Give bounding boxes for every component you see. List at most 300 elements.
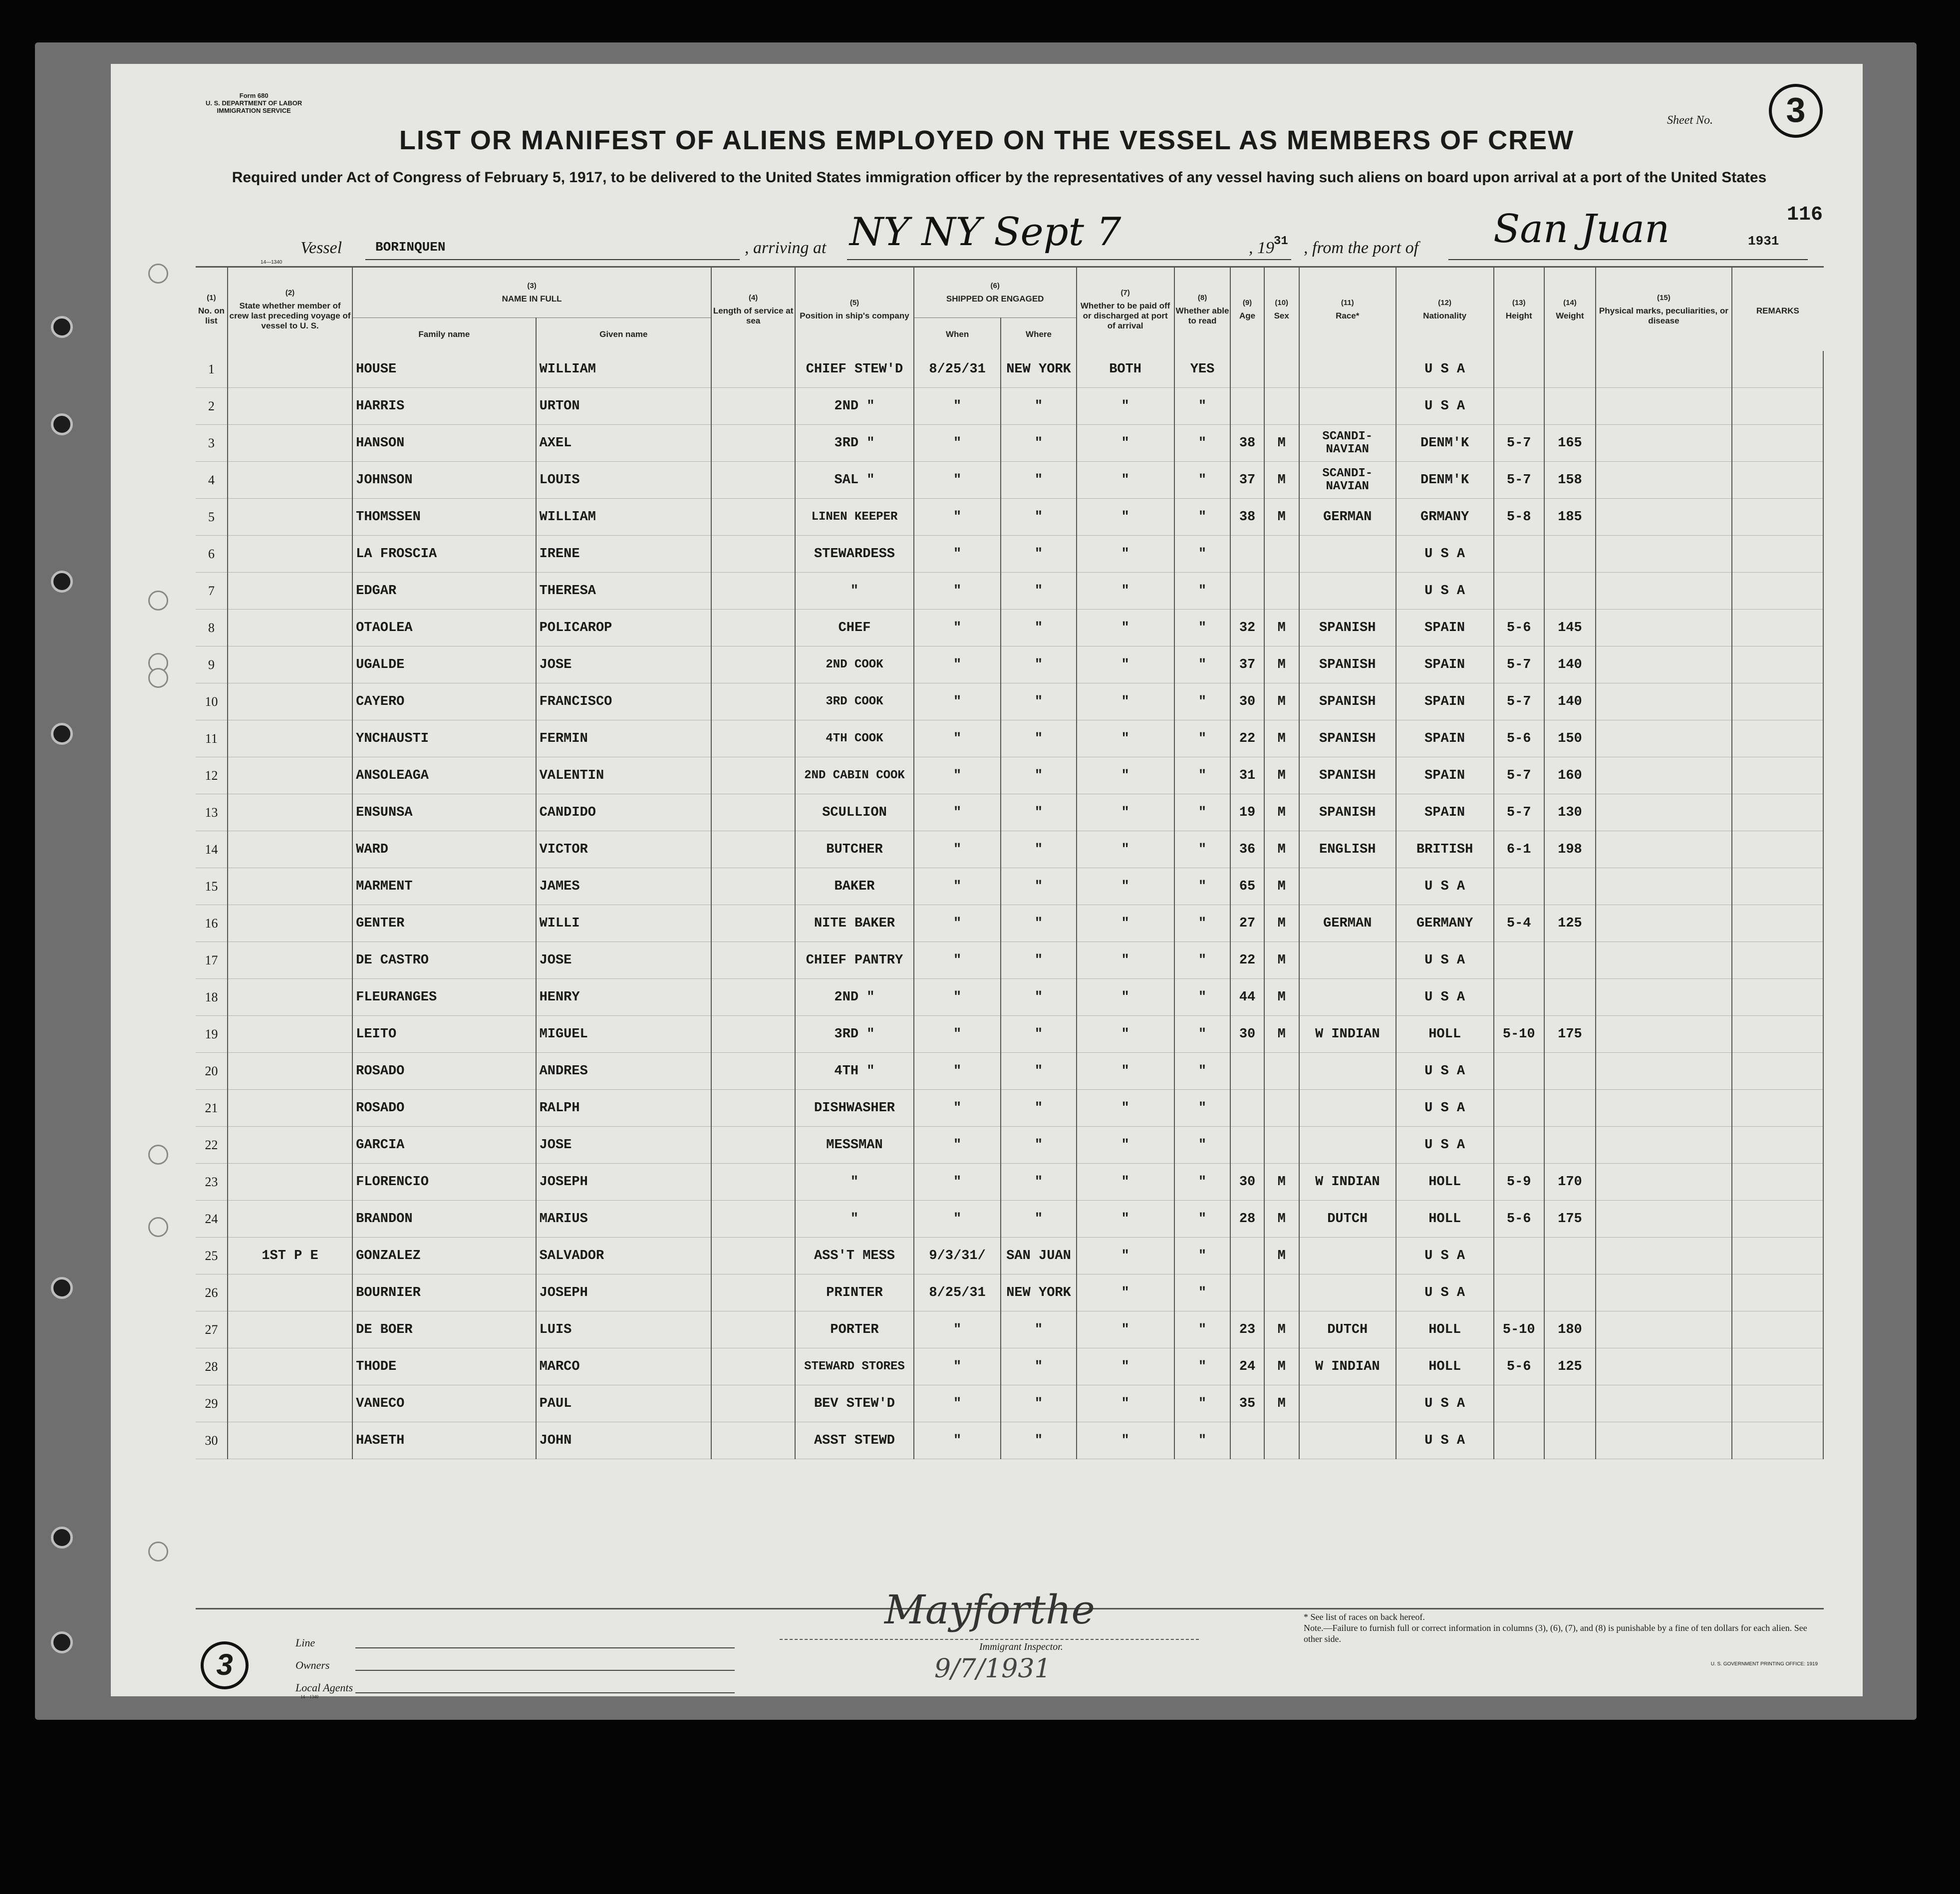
remarks-cell (1732, 1274, 1823, 1311)
sex-cell: M (1264, 646, 1299, 683)
typed-year: 1931 (1748, 234, 1779, 249)
weight-cell (1544, 1274, 1596, 1311)
owners-label: Owners (295, 1659, 330, 1671)
row-number-cell: 4 (196, 462, 228, 499)
sex-cell (1264, 1090, 1299, 1127)
table-row (196, 536, 1823, 573)
given-name-cell: ANDRES (536, 1053, 711, 1090)
physical-marks-cell (1596, 536, 1732, 573)
header-age: (9) Age (1230, 268, 1264, 351)
previous-voyage-cell (228, 868, 352, 905)
age-cell: 27 (1230, 905, 1264, 942)
header-weight: (14) Weight (1544, 268, 1596, 351)
able-to-read-cell: " (1174, 536, 1231, 573)
service-length-cell (711, 351, 795, 388)
physical-marks-cell (1596, 831, 1732, 868)
shipped-when-cell: 8/25/31 (914, 1274, 1001, 1311)
physical-marks-cell (1596, 1385, 1732, 1422)
able-to-read-cell: " (1174, 979, 1231, 1016)
inspector-label: Immigrant Inspector. (979, 1641, 1063, 1652)
crew-table-body (196, 351, 1823, 1459)
given-name-cell: LUIS (536, 1311, 711, 1348)
previous-voyage-cell (228, 1090, 352, 1127)
shipped-where-cell: " (1001, 610, 1076, 646)
given-name-cell: FRANCISCO (536, 683, 711, 720)
header-height: (13) Height (1494, 268, 1544, 351)
shipped-when-cell: " (914, 794, 1001, 831)
age-cell: 38 (1230, 425, 1264, 462)
shipped-where-cell: " (1001, 1053, 1076, 1090)
table-row (196, 1311, 1823, 1348)
weight-cell (1544, 942, 1596, 979)
position-cell: " (795, 1201, 913, 1238)
age-cell: 38 (1230, 499, 1264, 536)
row-number-cell: 19 (196, 1016, 228, 1053)
physical-marks-cell (1596, 1090, 1732, 1127)
nationality-cell: HOLL (1396, 1016, 1494, 1053)
age-cell: 37 (1230, 646, 1264, 683)
previous-voyage-cell (228, 425, 352, 462)
race-cell (1299, 1127, 1396, 1164)
height-cell: 5-7 (1494, 462, 1544, 499)
nationality-cell: HOLL (1396, 1164, 1494, 1201)
form-number: Form 680 (239, 92, 269, 99)
position-cell: 2ND " (795, 979, 913, 1016)
remarks-cell (1732, 1238, 1823, 1274)
height-cell (1494, 536, 1544, 573)
race-cell (1299, 573, 1396, 610)
height-cell: 5-7 (1494, 683, 1544, 720)
race-cell: SPANISH (1299, 720, 1396, 757)
remarks-cell (1732, 1311, 1823, 1348)
shipped-when-cell: " (914, 868, 1001, 905)
family-name-cell: DE CASTRO (352, 942, 536, 979)
table-row (196, 794, 1823, 831)
nationality-cell: U S A (1396, 1422, 1494, 1459)
punch-hole (51, 1527, 73, 1549)
manifest-sheet (111, 64, 1863, 1699)
shipped-when-cell: " (914, 610, 1001, 646)
shipped-when-cell: 9/3/31/ (914, 1238, 1001, 1274)
row-number-cell: 24 (196, 1201, 228, 1238)
able-to-read-cell: " (1174, 1422, 1231, 1459)
table-row (196, 646, 1823, 683)
row-number-cell: 15 (196, 868, 228, 905)
remarks-cell (1732, 979, 1823, 1016)
family-name-cell: THOMSSEN (352, 499, 536, 536)
previous-voyage-cell (228, 1348, 352, 1385)
signature-rule (780, 1639, 1199, 1640)
arriving-handwritten: NY NY Sept 7 (849, 210, 1121, 255)
row-number-cell: 8 (196, 610, 228, 646)
row-number-cell: 9 (196, 646, 228, 683)
service-length-cell (711, 1348, 795, 1385)
header-physical-marks: (15) Physical marks, peculiarities, or disease (1596, 268, 1732, 351)
family-name-cell: EDGAR (352, 573, 536, 610)
previous-voyage-cell (228, 979, 352, 1016)
paid-off-cell: " (1077, 1274, 1174, 1311)
age-cell: 22 (1230, 720, 1264, 757)
sex-cell: M (1264, 610, 1299, 646)
able-to-read-cell: " (1174, 462, 1231, 499)
family-name-cell: ANSOLEAGA (352, 757, 536, 794)
able-to-read-cell: " (1174, 1053, 1231, 1090)
shipped-when-cell: " (914, 1311, 1001, 1348)
given-name-cell: JOSE (536, 646, 711, 683)
previous-voyage-cell (228, 646, 352, 683)
header-when: When (914, 318, 1001, 351)
paid-off-cell: " (1077, 1238, 1174, 1274)
physical-marks-cell (1596, 1238, 1732, 1274)
table-row (196, 720, 1823, 757)
position-cell: ASST STEWD (795, 1422, 913, 1459)
service-length-cell (711, 1016, 795, 1053)
position-cell: SAL " (795, 462, 913, 499)
service-length-cell (711, 794, 795, 831)
punch-hole (148, 1542, 168, 1562)
row-number-cell: 30 (196, 1422, 228, 1459)
race-cell: DUTCH (1299, 1201, 1396, 1238)
shipped-where-cell: " (1001, 388, 1076, 425)
family-name-cell: UGALDE (352, 646, 536, 683)
family-name-cell: GONZALEZ (352, 1238, 536, 1274)
form-service: IMMIGRATION SERVICE (217, 107, 291, 114)
position-cell: 3RD " (795, 1016, 913, 1053)
remarks-cell (1732, 757, 1823, 794)
able-to-read-cell: YES (1174, 351, 1231, 388)
height-cell: 5-9 (1494, 1164, 1544, 1201)
height-cell: 5-8 (1494, 499, 1544, 536)
physical-marks-cell (1596, 868, 1732, 905)
previous-voyage-cell (228, 757, 352, 794)
given-name-cell: JOHN (536, 1422, 711, 1459)
table-row (196, 1201, 1823, 1238)
nationality-cell: U S A (1396, 979, 1494, 1016)
given-name-cell: MARIUS (536, 1201, 711, 1238)
shipped-where-cell: " (1001, 1422, 1076, 1459)
able-to-read-cell: " (1174, 499, 1231, 536)
given-name-cell: AXEL (536, 425, 711, 462)
position-cell: ASS'T MESS (795, 1238, 913, 1274)
remarks-cell (1732, 573, 1823, 610)
race-cell (1299, 536, 1396, 573)
given-name-cell: JOSE (536, 1127, 711, 1164)
physical-marks-cell (1596, 905, 1732, 942)
footnote-races: * See list of races on back hereof. (1304, 1612, 1425, 1622)
row-number-cell: 26 (196, 1274, 228, 1311)
sex-cell: M (1264, 831, 1299, 868)
remarks-cell (1732, 1422, 1823, 1459)
stamp-number: 116 (1786, 204, 1823, 226)
given-name-cell: RALPH (536, 1090, 711, 1127)
row-number-cell: 16 (196, 905, 228, 942)
line-rule (355, 1647, 735, 1648)
remarks-cell (1732, 831, 1823, 868)
sex-cell: M (1264, 1348, 1299, 1385)
nationality-cell: GRMANY (1396, 499, 1494, 536)
punch-hole (51, 413, 73, 435)
sex-cell: M (1264, 499, 1299, 536)
given-name-cell: JAMES (536, 868, 711, 905)
shipped-where-cell: " (1001, 1127, 1076, 1164)
row-number-cell: 5 (196, 499, 228, 536)
physical-marks-cell (1596, 1348, 1732, 1385)
physical-marks-cell (1596, 1127, 1732, 1164)
sex-cell: M (1264, 462, 1299, 499)
nationality-cell: DENM'K (1396, 425, 1494, 462)
header-previous-voyage: (2) State whether member of crew last preceding voyage of vessel to U. S. (228, 268, 352, 351)
table-row (196, 1016, 1823, 1053)
able-to-read-cell: " (1174, 683, 1231, 720)
remarks-cell (1732, 388, 1823, 425)
family-name-cell: MARMENT (352, 868, 536, 905)
age-cell (1230, 573, 1264, 610)
height-cell (1494, 979, 1544, 1016)
vessel-name: BORINQUEN (375, 240, 446, 255)
height-cell: 5-6 (1494, 1348, 1544, 1385)
shipped-where-cell: " (1001, 573, 1076, 610)
sheet-number-label: Sheet No. (1667, 114, 1713, 127)
height-cell: 6-1 (1494, 831, 1544, 868)
shipped-when-cell: " (914, 1348, 1001, 1385)
shipped-where-cell: " (1001, 979, 1076, 1016)
able-to-read-cell: " (1174, 905, 1231, 942)
shipped-when-cell: " (914, 646, 1001, 683)
weight-cell (1544, 536, 1596, 573)
race-cell (1299, 1385, 1396, 1422)
paid-off-cell: " (1077, 573, 1174, 610)
header-family-name: Family name (352, 318, 536, 351)
sex-cell (1264, 573, 1299, 610)
paid-off-cell: " (1077, 462, 1174, 499)
sex-cell: M (1264, 757, 1299, 794)
weight-cell: 125 (1544, 1348, 1596, 1385)
physical-marks-cell (1596, 573, 1732, 610)
position-cell: PRINTER (795, 1274, 913, 1311)
able-to-read-cell: " (1174, 831, 1231, 868)
paid-off-cell: " (1077, 610, 1174, 646)
weight-cell (1544, 1090, 1596, 1127)
sheet-number-circle: 3 (1769, 84, 1823, 138)
paid-off-cell: " (1077, 1385, 1174, 1422)
punch-hole (51, 571, 73, 593)
age-cell: 36 (1230, 831, 1264, 868)
service-length-cell (711, 831, 795, 868)
previous-voyage-cell: 1ST P E (228, 1238, 352, 1274)
weight-cell (1544, 388, 1596, 425)
paid-off-cell: " (1077, 831, 1174, 868)
physical-marks-cell (1596, 683, 1732, 720)
paid-off-cell: " (1077, 1127, 1174, 1164)
family-name-cell: GARCIA (352, 1127, 536, 1164)
age-cell: 30 (1230, 1016, 1264, 1053)
weight-cell (1544, 573, 1596, 610)
weight-cell: 175 (1544, 1016, 1596, 1053)
family-name-cell: HARRIS (352, 388, 536, 425)
physical-marks-cell (1596, 351, 1732, 388)
sex-cell: M (1264, 794, 1299, 831)
row-number-cell: 2 (196, 388, 228, 425)
race-cell (1299, 942, 1396, 979)
nationality-cell: SPAIN (1396, 757, 1494, 794)
paid-off-cell: " (1077, 1201, 1174, 1238)
from-port-handwritten: San Juan (1493, 207, 1670, 252)
physical-marks-cell (1596, 1016, 1732, 1053)
height-cell (1494, 1053, 1544, 1090)
able-to-read-cell: " (1174, 1201, 1231, 1238)
table-row (196, 462, 1823, 499)
able-to-read-cell: " (1174, 1238, 1231, 1274)
header-race: (11) Race* (1299, 268, 1396, 351)
age-cell: 30 (1230, 1164, 1264, 1201)
previous-voyage-cell (228, 1274, 352, 1311)
footer-circle-number: 3 (201, 1641, 249, 1689)
sex-cell (1264, 1127, 1299, 1164)
family-name-cell: FLORENCIO (352, 1164, 536, 1201)
able-to-read-cell: " (1174, 425, 1231, 462)
age-cell (1230, 388, 1264, 425)
shipped-when-cell: " (914, 720, 1001, 757)
race-cell: W INDIAN (1299, 1016, 1396, 1053)
given-name-cell: CANDIDO (536, 794, 711, 831)
remarks-cell (1732, 720, 1823, 757)
from-port-label: , from the port of (1304, 239, 1419, 257)
shipped-when-cell: " (914, 683, 1001, 720)
service-length-cell (711, 388, 795, 425)
race-cell (1299, 1053, 1396, 1090)
paid-off-cell: " (1077, 536, 1174, 573)
weight-cell: 130 (1544, 794, 1596, 831)
position-cell: BUTCHER (795, 831, 913, 868)
height-cell (1494, 1274, 1544, 1311)
weight-cell (1544, 1385, 1596, 1422)
able-to-read-cell: " (1174, 1311, 1231, 1348)
given-name-cell: IRENE (536, 536, 711, 573)
nationality-cell: U S A (1396, 1274, 1494, 1311)
shipped-where-cell: " (1001, 868, 1076, 905)
age-cell: 30 (1230, 683, 1264, 720)
shipped-where-cell: " (1001, 720, 1076, 757)
nationality-cell: DENM'K (1396, 462, 1494, 499)
shipped-when-cell: " (914, 388, 1001, 425)
header-nationality: (12) Nationality (1396, 268, 1494, 351)
family-name-cell: HASETH (352, 1422, 536, 1459)
able-to-read-cell: " (1174, 610, 1231, 646)
signature-date: 9/7/1931 (934, 1654, 1051, 1684)
row-number-cell: 1 (196, 351, 228, 388)
arriving-label: , arriving at (745, 239, 827, 257)
position-cell: STEWARDESS (795, 536, 913, 573)
given-name-cell: THERESA (536, 573, 711, 610)
service-length-cell (711, 683, 795, 720)
weight-cell (1544, 1238, 1596, 1274)
shipped-where-cell: " (1001, 425, 1076, 462)
weight-cell: 160 (1544, 757, 1596, 794)
nationality-cell: HOLL (1396, 1311, 1494, 1348)
position-cell: 2ND CABIN COOK (795, 757, 913, 794)
header-read: (8) Whether able to read (1174, 268, 1231, 351)
remarks-cell (1732, 536, 1823, 573)
race-cell: SPANISH (1299, 683, 1396, 720)
punch-hole (148, 668, 168, 688)
paid-off-cell: " (1077, 1311, 1174, 1348)
shipped-when-cell: " (914, 1016, 1001, 1053)
punch-hole (51, 1631, 73, 1653)
able-to-read-cell: " (1174, 1164, 1231, 1201)
age-cell: 44 (1230, 979, 1264, 1016)
paid-off-cell: " (1077, 757, 1174, 794)
given-name-cell: JOSEPH (536, 1274, 711, 1311)
age-cell: 65 (1230, 868, 1264, 905)
shipped-where-cell: " (1001, 683, 1076, 720)
paid-off-cell: " (1077, 425, 1174, 462)
nationality-cell: SPAIN (1396, 683, 1494, 720)
service-length-cell (711, 610, 795, 646)
sex-cell: M (1264, 1164, 1299, 1201)
sex-cell: M (1264, 1311, 1299, 1348)
service-length-cell (711, 1090, 795, 1127)
service-length-cell (711, 720, 795, 757)
shipped-when-cell: " (914, 462, 1001, 499)
weight-cell: 175 (1544, 1201, 1596, 1238)
previous-voyage-cell (228, 1311, 352, 1348)
paid-off-cell: " (1077, 942, 1174, 979)
previous-voyage-cell (228, 794, 352, 831)
able-to-read-cell: " (1174, 573, 1231, 610)
height-cell: 5-6 (1494, 1201, 1544, 1238)
age-cell: 19 (1230, 794, 1264, 831)
shipped-where-cell: NEW YORK (1001, 351, 1076, 388)
service-length-cell (711, 462, 795, 499)
table-row (196, 1422, 1823, 1459)
sex-cell: M (1264, 1238, 1299, 1274)
service-length-cell (711, 499, 795, 536)
age-cell (1230, 1090, 1264, 1127)
row-number-cell: 22 (196, 1127, 228, 1164)
family-name-cell: CAYERO (352, 683, 536, 720)
row-number-cell: 13 (196, 794, 228, 831)
age-cell (1230, 1422, 1264, 1459)
row-number-cell: 17 (196, 942, 228, 979)
agents-label: Local Agents (295, 1681, 353, 1694)
race-cell (1299, 388, 1396, 425)
service-length-cell (711, 425, 795, 462)
service-length-cell (711, 905, 795, 942)
paid-off-cell: " (1077, 1422, 1174, 1459)
table-row (196, 757, 1823, 794)
remarks-cell (1732, 351, 1823, 388)
age-cell: 28 (1230, 1201, 1264, 1238)
weight-cell: 165 (1544, 425, 1596, 462)
height-cell: 5-7 (1494, 646, 1544, 683)
row-number-cell: 12 (196, 757, 228, 794)
race-cell: SCANDI- NAVIAN (1299, 462, 1396, 499)
service-length-cell (711, 868, 795, 905)
family-name-cell: WARD (352, 831, 536, 868)
punch-hole (148, 1145, 168, 1165)
service-length-cell (711, 1422, 795, 1459)
header-row (196, 268, 1823, 318)
age-cell (1230, 536, 1264, 573)
nationality-cell: U S A (1396, 351, 1494, 388)
physical-marks-cell (1596, 610, 1732, 646)
nationality-cell: U S A (1396, 1238, 1494, 1274)
previous-voyage-cell (228, 351, 352, 388)
previous-voyage-cell (228, 720, 352, 757)
previous-voyage-cell (228, 1201, 352, 1238)
age-cell: 32 (1230, 610, 1264, 646)
row-number-cell: 25 (196, 1238, 228, 1274)
